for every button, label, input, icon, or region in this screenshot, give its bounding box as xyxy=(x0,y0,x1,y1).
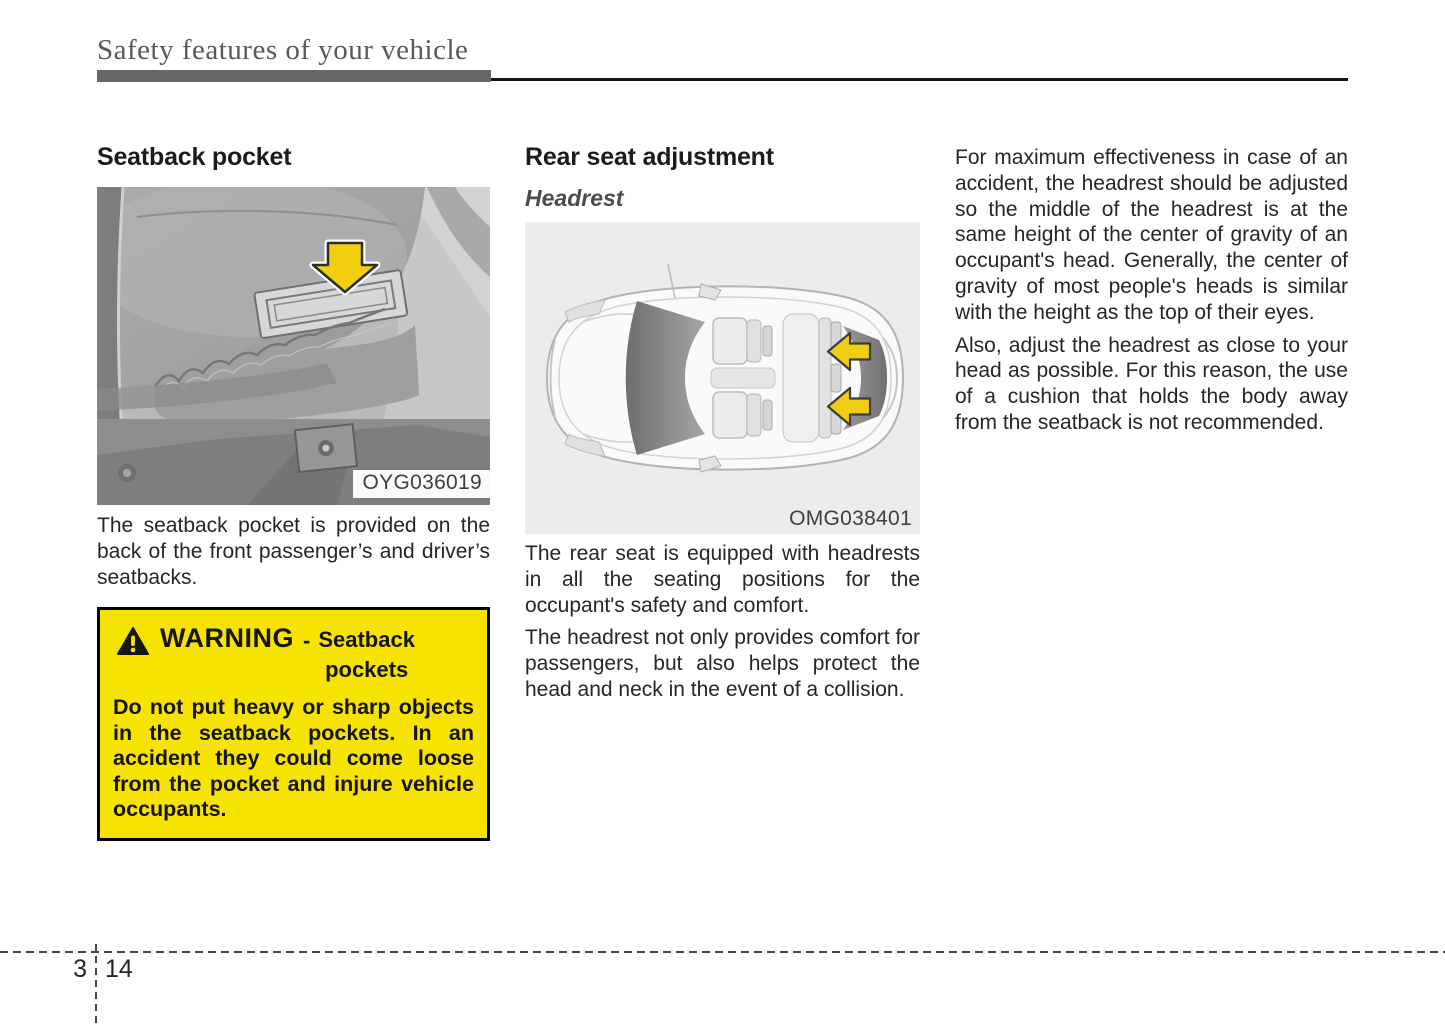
figure-code-label: OMG038401 xyxy=(789,507,912,530)
title-underline-bar xyxy=(97,70,491,82)
warning-subject: Seatback pockets xyxy=(318,627,415,683)
seatback-pocket-paragraph: The seatback pocket is provided on the back of the front passenger’s and driver’s seatbacks. xyxy=(97,514,490,589)
seatback-pocket-heading: Seatback pocket xyxy=(97,143,292,171)
footer-section-number: 3 xyxy=(73,955,87,983)
rear-seat-adjustment-heading: Rear seat adjustment xyxy=(525,143,774,171)
headrest-subheading: Headrest xyxy=(525,185,624,211)
footer-page-number: 14 xyxy=(105,955,133,983)
headrest-paragraph: The headrest not only provides comfort for passengers, but also helps protect the head and neck in the event of a collision. xyxy=(525,626,920,701)
seatback-pocket-illustration xyxy=(97,187,490,505)
warning-dash: - xyxy=(303,628,311,654)
warning-heading xyxy=(113,623,474,685)
footer-vertical-dashed-rule xyxy=(95,944,97,1026)
title-underline-rule xyxy=(491,78,1348,81)
page-title: Safety features of your vehicle xyxy=(97,34,469,66)
footer-dashed-rule xyxy=(0,951,1445,953)
seatback-pocket-figure xyxy=(97,187,490,505)
column-headrest-advice xyxy=(955,143,1348,436)
warning-body: Do not put heavy or sharp objects in the seatback pockets. In an accident they could come loose from the pocket and injure vehicle occupants. xyxy=(113,695,474,822)
car-top-view-illustration xyxy=(525,222,920,534)
car-top-view-figure xyxy=(525,222,920,534)
column-rear-seat-adjustment xyxy=(525,143,920,703)
headrest-adjustment-paragraph: Also, adjust the headrest as close to your head as possible. For this reason, the use of a cushion that holds the body away from the seatback is not recommended. xyxy=(955,333,1348,434)
warning-label: WARNING xyxy=(160,623,294,654)
warning-triangle-icon xyxy=(116,626,150,656)
figure-code-label: OYG036019 xyxy=(353,470,490,498)
warning-box xyxy=(97,607,490,841)
headrest-effectiveness-paragraph: For maximum effectiveness in case of an accident, the headrest should be adjusted so the middle of the headrest is at the same height of the center of gravity of an occupant's head. Generally, the center of gravity of most people's heads is similar with the height as the top of their eyes. xyxy=(955,146,1348,324)
rear-seat-paragraph: The rear seat is equipped with headrests in all the seating positions for the occupant's safety and comfort. xyxy=(525,542,920,617)
column-seatback-pocket xyxy=(97,143,490,841)
